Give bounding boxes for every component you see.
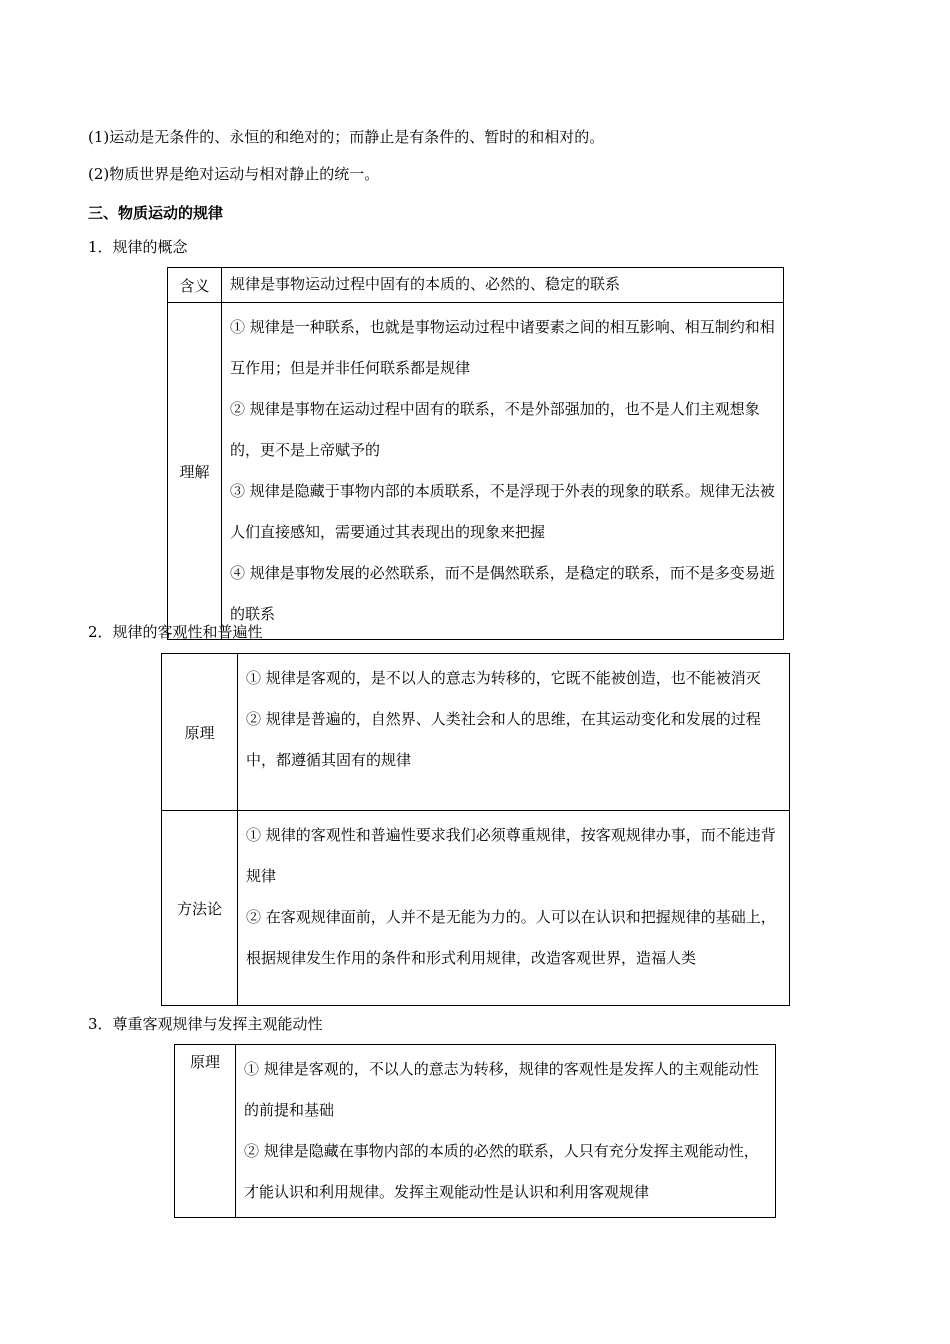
list-item: ④ 规律是事物发展的必然联系，而不是偶然联系，是稳定的联系，而不是多变易逝的联系 <box>230 564 775 623</box>
list-item: ① 规律是一种联系，也就是事物运动过程中诸要素之间的相互影响、相互制约和相互作用；但是并非任何联系都是规律 <box>230 318 775 377</box>
objectivity-table <box>161 653 790 1006</box>
list-item: ② 在客观规律面前，人并不是无能为力的。人可以在认识和把握规律的基础上，根据规律发生作用的条件和形式利用规律，改造客观世界，造福人类 <box>246 908 776 967</box>
row-label: 原理 <box>162 654 238 811</box>
row-label: 含义 <box>168 268 222 303</box>
list-item: ② 规律是隐藏在事物内部的本质的必然的联系，人只有充分发挥主观能动性，才能认识和利用规律。发挥主观能动性是认识和利用客观规律 <box>244 1142 759 1201</box>
row-text: 规律是事物运动过程中固有的本质的、必然的、稳定的联系 <box>222 268 784 303</box>
list-item: ② 规律是事物在运动过程中固有的联系，不是外部强加的，也不是人们主观想象的，更不是上帝赋予的 <box>230 400 760 459</box>
row-content <box>222 303 784 640</box>
subheading-objectivity: 2．规律的客观性和普遍性 <box>88 623 263 641</box>
row-content <box>238 654 790 811</box>
list-item: ③ 规律是隐藏于事物内部的本质联系，不是浮现于外表的现象的联系。规律无法被人们直接感知，需要通过其表现出的现象来把握 <box>230 482 775 541</box>
text-line-1: (1)运动是无条件的、永恒的和绝对的；而静止是有条件的、暂时的和相对的。 <box>88 128 605 146</box>
table-row <box>168 268 784 303</box>
list-item: ① 规律的客观性和普遍性要求我们必须尊重规律，按客观规律办事，而不能违背规律 <box>246 826 776 885</box>
table-row <box>162 811 790 1006</box>
row-content <box>238 811 790 1006</box>
row-content <box>236 1045 776 1218</box>
text-line-2: (2)物质世界是绝对运动与相对静止的统一。 <box>88 165 380 183</box>
section-heading: 三、物质运动的规律 <box>88 204 224 222</box>
table-row <box>162 654 790 811</box>
list-item: ① 规律是客观的，不以人的意志为转移，规律的客观性是发挥人的主观能动性的前提和基础 <box>244 1060 759 1119</box>
row-label: 原理 <box>175 1045 236 1218</box>
table-row <box>175 1045 776 1218</box>
table-row <box>168 303 784 640</box>
list-item: ② 规律是普遍的，自然界、人类社会和人的思维，在其运动变化和发展的过程中，都遵循其固有的规律 <box>246 710 761 769</box>
respect-table <box>174 1044 776 1218</box>
subheading-concept: 1．规律的概念 <box>88 238 188 256</box>
subheading-respect: 3．尊重客观规律与发挥主观能动性 <box>88 1015 323 1033</box>
concept-table <box>167 267 784 640</box>
list-item: ① 规律是客观的，是不以人的意志为转移的，它既不能被创造，也不能被消灭 <box>246 669 761 687</box>
row-label: 方法论 <box>162 811 238 1006</box>
row-label: 理解 <box>168 303 222 640</box>
